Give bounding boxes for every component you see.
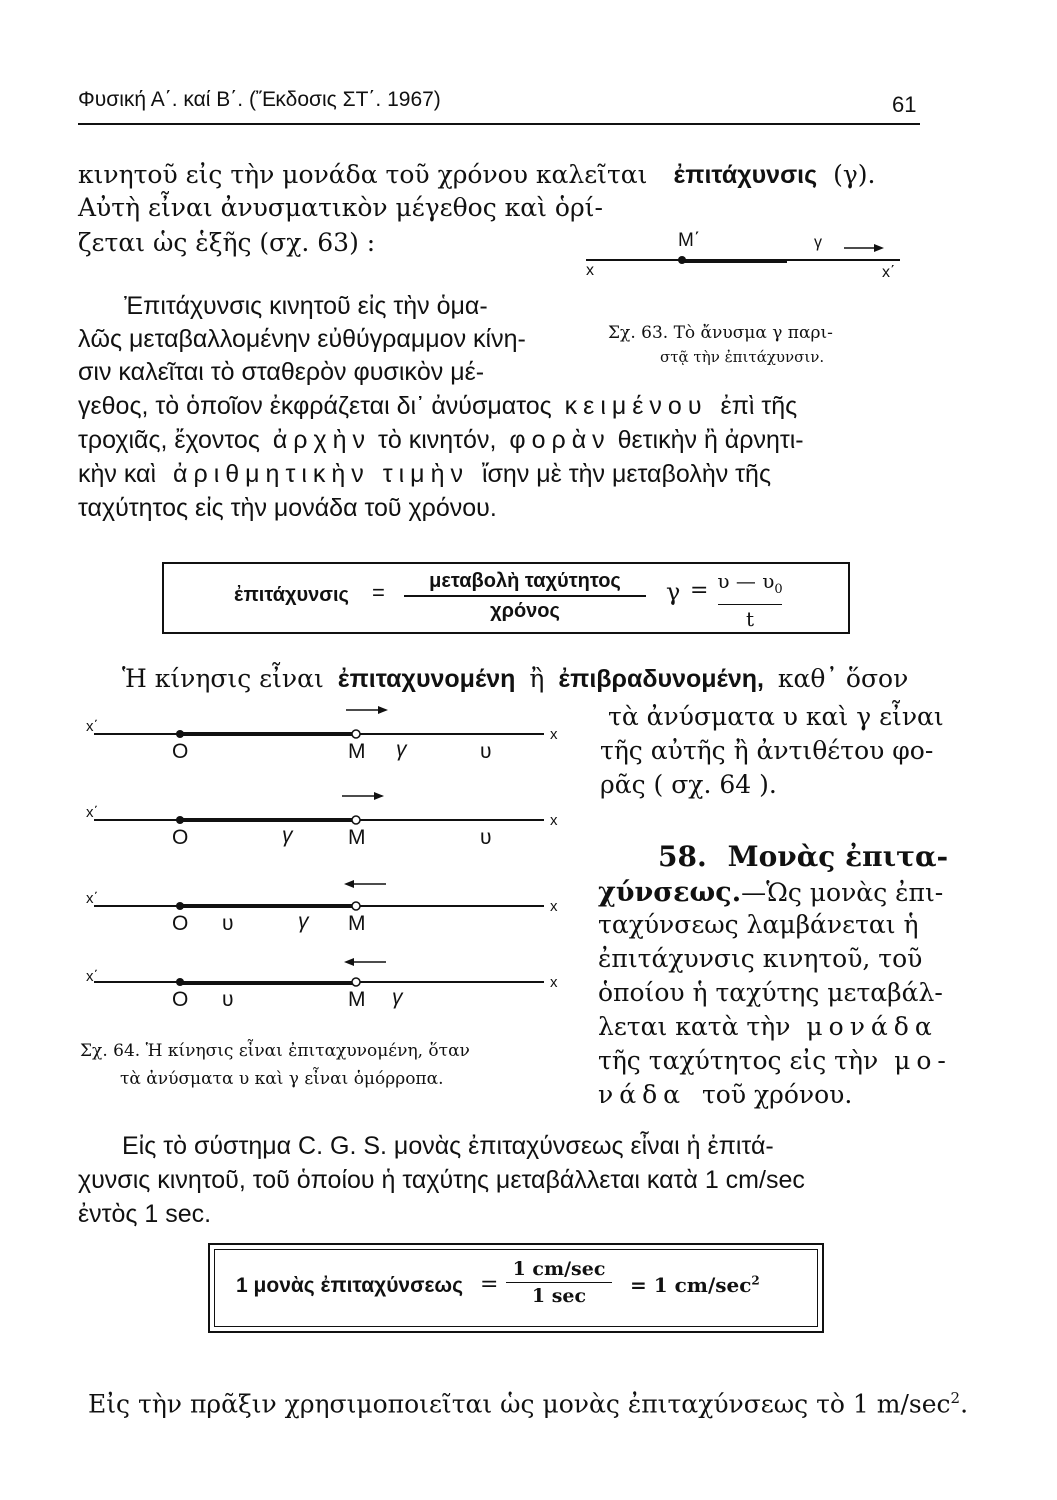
s58-l7: μο- (894, 1046, 952, 1075)
fig63-caption-2: στᾷ τὴν ἐπιτάχυνσιν. (660, 348, 825, 366)
section-number: 58. (658, 840, 707, 873)
fig64-r3-xl: x΄ (86, 890, 99, 907)
def-4c: ἐπὶ τῆς (720, 392, 798, 420)
fig64-caption-1: Σχ. 64. Ἡ κίνησις εἶναι ἐπιταχυνομένη, ὅταν (80, 1041, 470, 1061)
formula1-eq2: = (690, 578, 709, 603)
figure-64 (84, 700, 574, 1030)
fig64-caption-2: τὰ ἀνύσματα υ καὶ γ εἶναι ὁμόρροπα. (120, 1069, 444, 1089)
fig63-label-x: x (586, 262, 594, 279)
practice-end: . (960, 1389, 969, 1419)
fig64-r3-m: Μ (348, 912, 366, 935)
formula1-v-fraction (712, 568, 788, 632)
formula2-rhs-text: = 1 cm/sec (630, 1273, 752, 1297)
s58-l4: λεται κατὰ τὴν (598, 1012, 791, 1041)
formula2-rhs (630, 1273, 760, 1297)
fig63-caption-1: Σχ. 63. Τὸ ἄνυσμα γ παρι- (608, 323, 833, 343)
fig64-r2-xl: x΄ (86, 804, 99, 821)
formula1-numerator: μεταβολὴ ταχύτητος (429, 570, 621, 592)
fig64-r1-u: υ (480, 740, 492, 763)
formula1-lhs: ἐπιτάχυνσις (234, 584, 349, 606)
def-4a: γεθος, τὸ ὁποῖον ἐκφράζεται δι᾽ ἀνύσματος (78, 392, 552, 420)
header-rule (78, 123, 920, 125)
def-4b: κειμένου (564, 392, 708, 420)
intro-line-2: Αὐτὴ εἶναι ἀνυσματικὸν μέγεθος καὶ ὁρί- (78, 193, 603, 222)
section-58-line-2: ταχύνσεως λαμβάνεται ἡ (598, 910, 919, 939)
fig64-r2-o: Ο (172, 826, 189, 849)
fig64-r2-m: Μ (348, 826, 366, 849)
s58-l5: μονάδα (806, 1012, 938, 1041)
formula1-v-bar (718, 604, 782, 605)
section-58-heading (658, 840, 948, 873)
fig64-r4-m: Μ (348, 988, 366, 1011)
motion-1b: ἐπιταχυνομένη (337, 665, 516, 693)
practice-exp: 2 (950, 1389, 961, 1407)
definition-line-3: σιν καλεῖται τὸ σταθερὸν φυσικὸν μέ- (78, 358, 485, 386)
s58-l0: —Ὡς μονὰς ἐπι- (741, 878, 944, 907)
fig64-r4-xl: x΄ (86, 968, 99, 985)
definition-line-5 (78, 424, 804, 457)
fig64-r4-gamma: γ (392, 986, 403, 1009)
formula1-gamma: γ (666, 578, 681, 606)
definition-line-4 (78, 390, 797, 423)
figure-63 (582, 228, 922, 288)
fig63-label-m: Μ΄ (678, 230, 701, 251)
fig64-r2-xr: x (550, 812, 558, 829)
formula2-eq: = (480, 1272, 499, 1297)
formula1-denominator: χρόνος (490, 600, 560, 622)
def-5e: θετικὴν ἢ ἀρνητι- (617, 426, 804, 454)
page-number: 61 (892, 92, 917, 117)
def-5b: ἀρχὴν (272, 426, 372, 454)
formula1-v-denominator: t (745, 607, 755, 631)
section-58-line-3: ἐπιτάχυνσις κινητοῦ, τοῦ (598, 944, 923, 973)
fig64-r4-u: υ (222, 988, 234, 1011)
fig64-r1-xl: x΄ (86, 718, 99, 735)
motion-1a: Ἡ κίνησις εἶναι (122, 664, 324, 693)
fig64-r3-xr: x (550, 898, 558, 915)
formula2-denominator: 1 sec (531, 1285, 587, 1307)
formula1-fraction-bar (404, 595, 646, 597)
motion-1e: καθ᾽ ὅσον (777, 664, 909, 693)
fig64-r4-xr: x (550, 974, 558, 991)
v-num-text: υ — υ (717, 569, 775, 593)
fig64-r4-o: Ο (172, 988, 189, 1011)
intro-line-3: ζεται ὡς ἑξῆς (σχ. 63) : (78, 228, 376, 257)
term-symbol: (γ). (833, 160, 876, 189)
formula-box-2 (208, 1243, 824, 1333)
fig63-label-gamma: γ (814, 234, 822, 251)
definition-line-2: λῶς μεταβαλλομένην εὐθύγραμμον κίνη- (78, 325, 526, 353)
motion-side-3: ρᾶς ( σχ. 64 ). (600, 770, 777, 799)
cgs-line-1: Εἰς τὸ σύστημα C. G. S. μονὰς ἐπιταχύνσεως εἶναι ἡ ἐπιτά- (122, 1132, 774, 1160)
motion-line-1 (122, 662, 908, 696)
fig64-r3-u: υ (222, 912, 234, 935)
practice-line (88, 1382, 968, 1420)
formula2-numerator: 1 cm/sec (512, 1258, 606, 1280)
s58-l6: τῆς ταχύτητος εἰς τὴν (598, 1046, 879, 1075)
section-58-line-7 (598, 1078, 852, 1111)
practice-text: Εἰς τὴν πρᾶξιν χρησιμοποιεῖται ὡς μονὰς ἐπιταχύνσεως τὸ 1 m/sec (88, 1389, 951, 1419)
formula2-rhs-exp: 2 (751, 1273, 760, 1288)
formula2-fraction-bar (506, 1282, 612, 1283)
formula1-eq: = (372, 580, 385, 605)
section-title-b: χύνσεως. (598, 877, 742, 908)
section-58-line-1 (598, 876, 943, 909)
fig64-r1-xr: x (550, 726, 558, 743)
section-58-line-5 (598, 1010, 938, 1043)
definition-line-1: Ἐπιτάχυνσις κινητοῦ εἰς τὴν ὁμα- (124, 292, 488, 320)
s58-l8: νάδα (598, 1080, 687, 1109)
cgs-line-3: ἐντὸς 1 sec. (78, 1200, 212, 1228)
section-title-a: Μονὰς ἐπιτα- (727, 840, 949, 873)
section-58-line-4: ὁποίου ἡ ταχύτης μεταβάλ- (598, 978, 943, 1007)
fig64-r1-gamma: γ (396, 738, 407, 761)
motion-side-2: τῆς αὐτῆς ἢ ἀντιθέτου φο- (600, 736, 934, 765)
motion-side-1: τὰ ἀνύσματα υ καὶ γ εἶναι (608, 702, 944, 731)
fig63-label-x-prime: x΄ (882, 264, 896, 281)
formula1-v-numerator (712, 568, 788, 603)
fig64-r3-gamma: γ (298, 910, 309, 933)
definition-line-6 (78, 458, 771, 491)
motion-1c: ἢ (529, 664, 545, 693)
fig64-r1-o: Ο (172, 740, 189, 763)
running-title: Φυσική Α΄. καί Β΄. (Ἔκδοσις ΣΤ΄. 1967) (78, 88, 441, 111)
intro-text: κινητοῦ εἰς τὴν μονάδα τοῦ χρόνου καλεῖται (78, 160, 648, 189)
def-5d: φορὰν (509, 426, 611, 454)
intro-line-1 (78, 158, 875, 192)
v-num-sub: 0 (774, 582, 783, 597)
definition-line-7: ταχύτητος εἰς τὴν μονάδα τοῦ χρόνου. (78, 494, 497, 522)
fig64-r3-o: Ο (172, 912, 189, 935)
formula2-fraction (504, 1257, 614, 1308)
cgs-line-2: χυνσις κινητοῦ, τοῦ ὁποίου ἡ ταχύτης μεταβάλλεται κατὰ 1 cm/sec (78, 1166, 805, 1194)
formula2-lhs: 1 μονὰς ἐπιταχύνσεως (236, 1274, 464, 1297)
section-58-line-6 (598, 1044, 952, 1077)
def-6a: κὴν καὶ (78, 460, 157, 488)
motion-1d: ἐπιβραδυνομένη, (558, 665, 764, 693)
def-6b: ἀριθμητικὴν τιμὴν (173, 460, 469, 488)
term-acceleration: ἐπιτάχυνσις (673, 161, 818, 189)
formula1-fraction (400, 568, 650, 624)
s58-l9: τοῦ χρόνου. (701, 1080, 853, 1109)
fig64-r2-gamma: γ (282, 824, 293, 847)
def-6c: ἴσην μὲ τὴν μεταβολὴν τῆς (481, 460, 771, 488)
def-5a: τροχιᾶς, ἔχοντος (78, 426, 260, 454)
formula-box-1 (162, 562, 850, 634)
fig64-r1-m: Μ (348, 740, 366, 763)
figure-64-drawing (84, 700, 574, 1030)
fig64-r2-u: υ (480, 826, 492, 849)
def-5c: τὸ κινητόν, (377, 426, 497, 454)
figure-63-drawing (582, 228, 922, 288)
